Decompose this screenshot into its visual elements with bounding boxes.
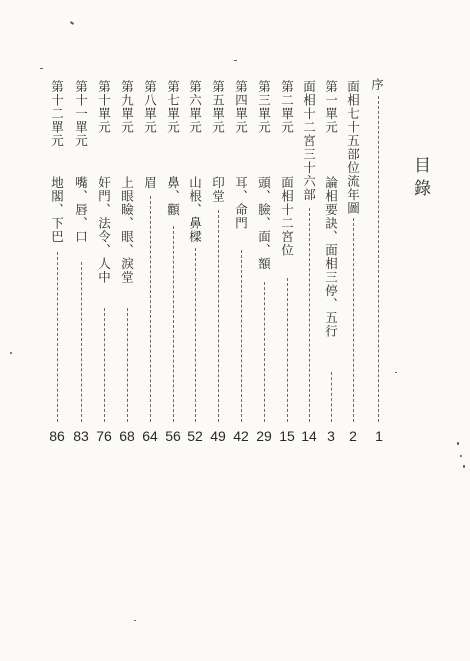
toc-leader (331, 372, 332, 422)
toc-leader (378, 96, 379, 422)
toc-entry-title: 奸門、法令、人中 (96, 176, 112, 284)
toc-entry-title: 嘴、唇、口 (73, 176, 89, 244)
toc-page-number: 49 (210, 428, 226, 444)
toc-leader (264, 282, 265, 422)
toc-entry-title: 面相十二宮位 (279, 176, 295, 257)
toc-entry-label: 第一單元 (323, 80, 339, 134)
toc-leader (57, 252, 58, 422)
toc-entry-label: 第九單元 (119, 80, 135, 134)
toc-page-number: 14 (301, 428, 317, 444)
scan-speck (40, 68, 43, 69)
toc-entry-label: 第六單元 (187, 80, 203, 134)
toc-leader (150, 196, 151, 422)
toc-entry-label: 第三單元 (256, 80, 272, 134)
toc-page-number: 42 (233, 428, 249, 444)
toc-page-number: 1 (375, 428, 383, 444)
toc-leader (218, 210, 219, 422)
scan-speck (460, 455, 462, 457)
toc-leader (127, 308, 128, 422)
toc-page-number: 68 (119, 428, 135, 444)
toc-page-number: 3 (327, 428, 335, 444)
scan-speck (463, 465, 465, 468)
toc-entry-label: 第八單元 (142, 80, 158, 134)
toc-leader (241, 250, 242, 422)
toc-entry-title: 頭、臉、面、額 (256, 176, 272, 271)
toc-entry-title: 地閣、下巴 (49, 176, 65, 244)
toc-page-number: 86 (49, 428, 65, 444)
toc-entry-title: 耳、命門 (233, 176, 249, 230)
toc-entry-label: 第十一單元 (73, 80, 89, 148)
toc-entry-label: 第十單元 (96, 80, 112, 134)
toc-entry-title: 山根、鼻樑 (187, 176, 203, 244)
scan-speck (134, 620, 136, 621)
toc-entry-label: 第七單元 (165, 80, 181, 134)
toc-title: 目錄 (410, 156, 430, 202)
toc-page-number: 52 (187, 428, 203, 444)
toc-entry-title: 面相十二宮三十六部 (301, 80, 317, 202)
toc-leader (287, 278, 288, 422)
scan-speck (395, 372, 397, 373)
toc-leader (81, 262, 82, 422)
toc-entry-label: 第五單元 (210, 80, 226, 134)
toc-page-number: 15 (279, 428, 295, 444)
toc-entry-label: 序 (369, 78, 385, 92)
toc-leader (309, 208, 310, 422)
toc-leader (173, 226, 174, 422)
scan-speck (70, 21, 74, 25)
toc-entry-title: 面相七十五部位流年圖 (345, 80, 361, 215)
toc-entry-title: 印堂 (210, 176, 226, 203)
toc-leader (195, 248, 196, 422)
toc-entry-title: 論相要訣、面相三停、五行 (323, 176, 339, 338)
toc-entry-label: 第十二單元 (49, 80, 65, 148)
toc-entry-label: 第二單元 (279, 80, 295, 134)
toc-page-number: 83 (73, 428, 89, 444)
toc-entry-title: 鼻、顴 (165, 176, 181, 217)
toc-entry-title: 眉 (142, 176, 158, 190)
scan-speck (10, 352, 12, 354)
toc-page-number: 56 (165, 428, 181, 444)
toc-page-number: 2 (349, 428, 357, 444)
toc-page-number: 64 (142, 428, 158, 444)
toc-leader (104, 308, 105, 422)
toc-page-number: 29 (256, 428, 272, 444)
toc-entry-title: 上眼瞼、眼、淚堂 (119, 176, 135, 284)
toc-leader (353, 218, 354, 422)
toc-entry-label: 第四單元 (233, 80, 249, 134)
scan-speck (234, 60, 237, 61)
scan-speck (457, 442, 459, 445)
toc-page-number: 76 (96, 428, 112, 444)
